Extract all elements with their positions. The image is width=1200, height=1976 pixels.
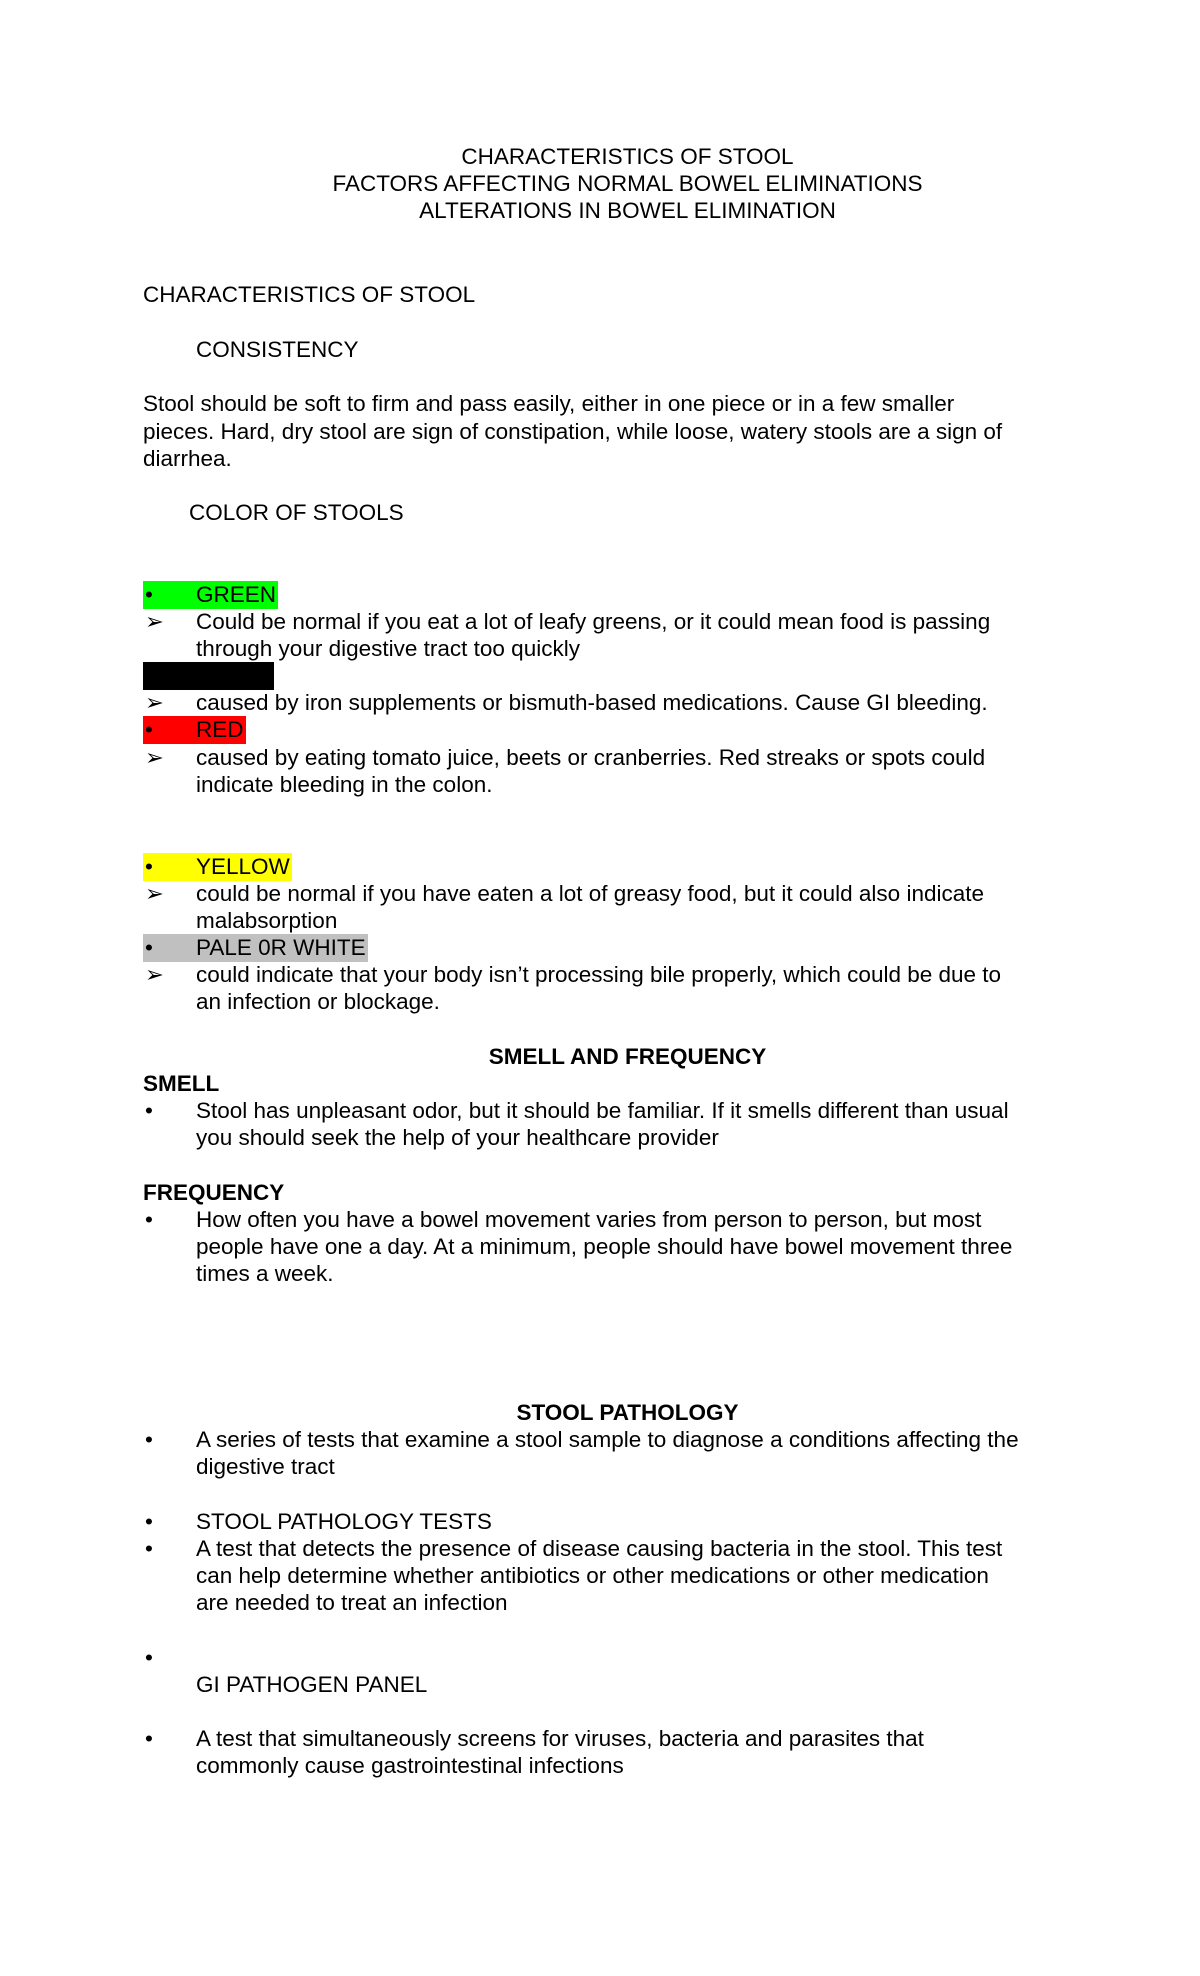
bullet-marker: • [145,1098,153,1123]
header-line-2: FACTORS AFFECTING NORMAL BOWEL ELIMINATIONS [332,171,923,196]
color-pale-label: PALE 0R WHITE [196,935,366,960]
smell-line-1: Stool has unpleasant odor, but it should be familiar. If it smells different than usual [196,1098,1009,1123]
pathology-item3-line-2: commonly cause gastrointestinal infections [196,1753,624,1778]
bullet-marker: • [145,1207,153,1232]
gi-pathogen-panel-heading: GI PATHOGEN PANEL [196,1672,428,1697]
arrow-bullet-icon: ➢ [145,690,164,715]
pathology-item1-line-2: digestive tract [196,1454,335,1479]
color-green-desc-1: Could be normal if you eat a lot of leafy greens, or it could mean food is passing [196,609,991,634]
frequency-line-1: How often you have a bowel movement varies from person to person, but most [196,1207,982,1232]
bullet-marker: • [145,582,153,607]
bullet-marker: • [145,1509,153,1534]
consistency-line-1: Stool should be soft to firm and pass easily, either in one piece or in a few smaller [143,391,955,416]
consistency-line-3: diarrhea. [143,446,232,471]
color-red-desc-1: caused by eating tomato juice, beets or cranberries. Red streaks or spots could [196,745,986,770]
stool-pathology-title: STOOL PATHOLOGY [516,1400,739,1425]
frequency-line-3: times a week. [196,1261,334,1286]
color-yellow-desc-1: could be normal if you have eaten a lot of greasy food, but it could also indicate [196,881,984,906]
arrow-bullet-icon: ➢ [145,609,164,634]
characteristics-heading: CHARACTERISTICS OF STOOL [143,282,476,307]
arrow-bullet-icon: ➢ [145,881,164,906]
frequency-heading: FREQUENCY [143,1180,285,1205]
color-of-stools-heading: COLOR OF STOOLS [189,500,404,525]
color-red-desc-2: indicate bleeding in the colon. [196,772,493,797]
bullet-marker: • [145,717,153,742]
color-green-desc-2: through your digestive tract too quickly [196,636,580,661]
header-line-1: CHARACTERISTICS OF STOOL [461,144,794,169]
arrow-bullet-icon: ➢ [145,745,164,770]
pathology-item3-line-1: A test that simultaneously screens for viruses, bacteria and parasites that [196,1726,924,1751]
smell-heading: SMELL [143,1071,220,1096]
color-pale-desc-2: an infection or blockage. [196,989,440,1014]
color-green-label-row [143,581,278,609]
pathology-item1-line-1: A series of tests that examine a stool sample to diagnose a conditions affecting the [196,1427,1019,1452]
color-yellow-desc-2: malabsorption [196,908,338,933]
smell-frequency-title: SMELL AND FREQUENCY [488,1044,767,1069]
bullet-marker: • [145,854,153,879]
pathology-item2-line-2: can help determine whether antibiotics or other medications or other medication [196,1563,989,1588]
consistency-heading: CONSISTENCY [196,337,359,362]
color-red-label-row [143,716,246,744]
frequency-line-2: people have one a day. At a minimum, people should have bowel movement three [196,1234,1013,1259]
color-red-label: RED [196,717,244,742]
color-green-label: GREEN [196,582,277,607]
arrow-bullet-icon: ➢ [145,962,164,987]
bullet-marker: • [145,1726,153,1751]
pathology-item2-line-3: are needed to treat an infection [196,1590,508,1615]
smell-line-2: you should seek the help of your healthcare provider [196,1125,719,1150]
bullet-marker: • [145,1536,153,1561]
color-pale-label-row [143,934,368,962]
consistency-line-2: pieces. Hard, dry stool are sign of constipation, while loose, watery stools are a sign of [143,419,1003,444]
pathology-tests-heading: STOOL PATHOLOGY TESTS [196,1509,492,1534]
header-line-3: ALTERATIONS IN BOWEL ELIMINATION [419,198,836,223]
bullet-marker: • [145,1427,153,1452]
bullet-marker: • [145,1645,153,1670]
color-pale-desc-1: could indicate that your body isn’t processing bile properly, which could be due to [196,962,1002,987]
color-yellow-label-row [143,853,292,881]
color-black-desc-1: caused by iron supplements or bismuth-based medications. Cause GI bleeding. [196,690,988,715]
color-black-label-highlight [143,662,274,690]
bullet-marker: • [145,935,153,960]
pathology-item2-line-1: A test that detects the presence of disease causing bacteria in the stool. This test [196,1536,1003,1561]
color-yellow-label: YELLOW [196,854,290,879]
